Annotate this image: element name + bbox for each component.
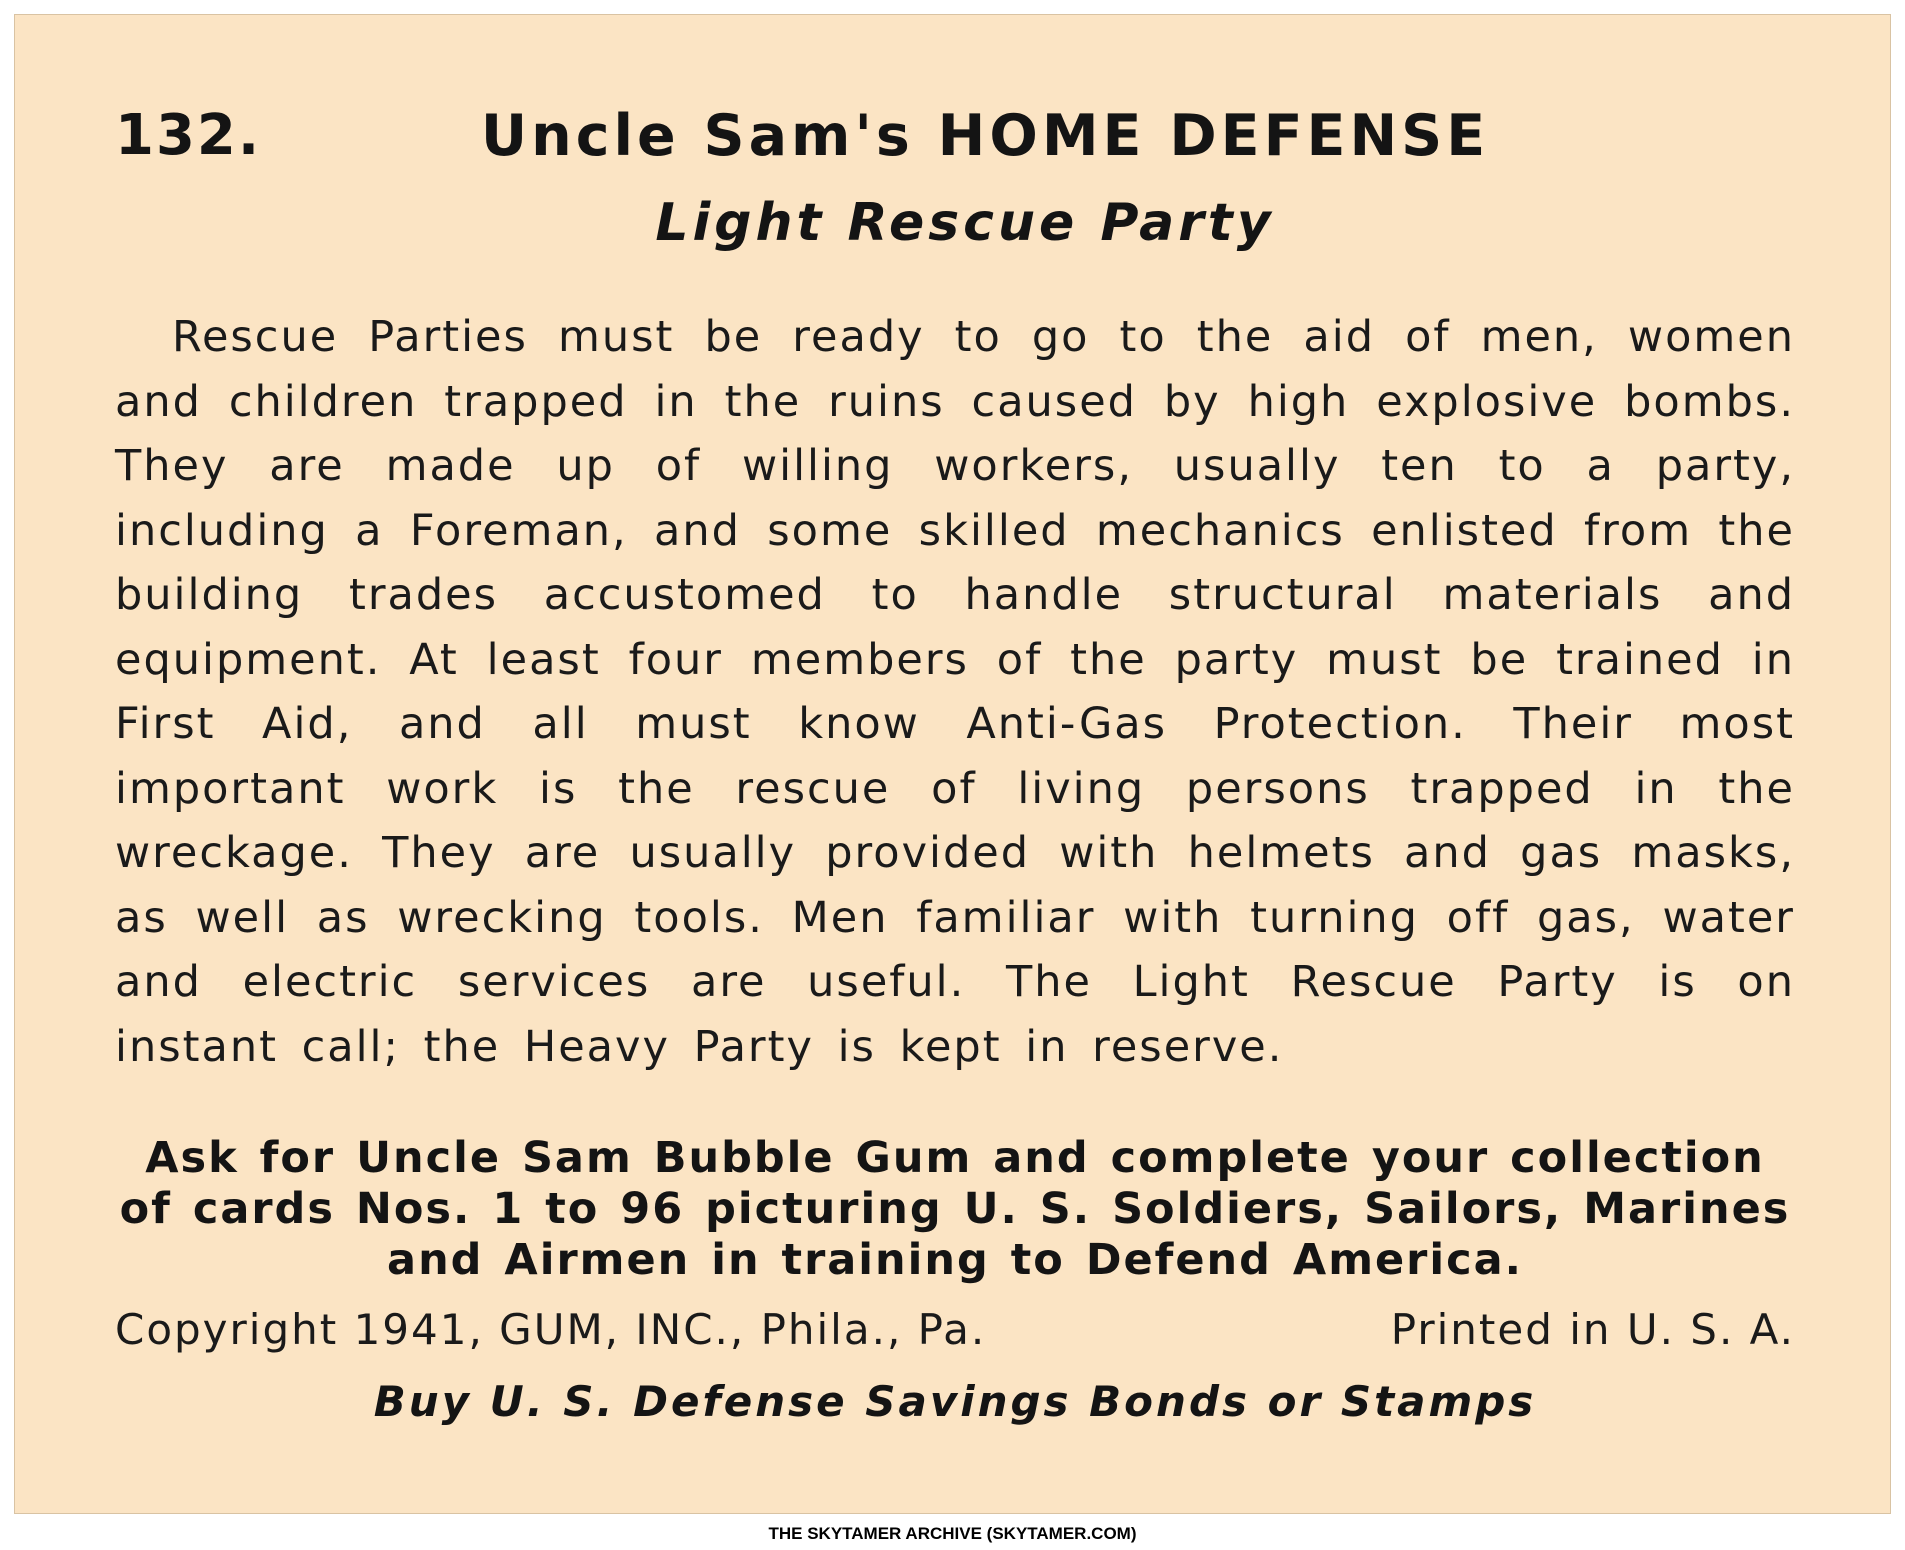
- card-description: Rescue Parties must be ready to go to the aid of men, women and children trapped in the ruins caused by high explosive bombs. They are made up of willing workers, usually ten to a party, including a Foreman, and some skilled mechanics enlisted from the building trades accustomed to handle structural materials and equipment. At least four members of the party must be trained in First Aid, and all must know Anti-Gas Protection. Their most important work is the rescue of living persons trapped in the wreckage. They are usually provided with helmets and gas masks, as well as wrecking tools. Men familiar with turning off gas, water and electric services are useful. The Light Rescue Party is on instant call; the Heavy Party is kept in reserve.: [115, 312, 1795, 1072]
- card-title: Light Rescue Party: [655, 193, 1275, 253]
- series-title: Uncle Sam's HOME DEFENSE: [480, 103, 1490, 169]
- card-number: 132.: [115, 103, 262, 168]
- archive-credit: THE SKYTAMER ARCHIVE (SKYTAMER.COM): [768, 1524, 1137, 1543]
- copyright-text: Copyright 1941, GUM, INC., Phila., Pa.: [115, 1305, 987, 1354]
- bonds-slogan: Buy U. S. Defense Savings Bonds or Stamps: [373, 1377, 1537, 1426]
- printed-in-text: Printed in U. S. A.: [1390, 1305, 1795, 1354]
- promo-text: Ask for Uncle Sam Bubble Gum and complete your collection of cards Nos. 1 to 96 picturing U. S. Soldiers, Sailors, Marines and Airmen in training to Defend America.: [119, 1133, 1791, 1285]
- trading-card-back: [14, 14, 1891, 1514]
